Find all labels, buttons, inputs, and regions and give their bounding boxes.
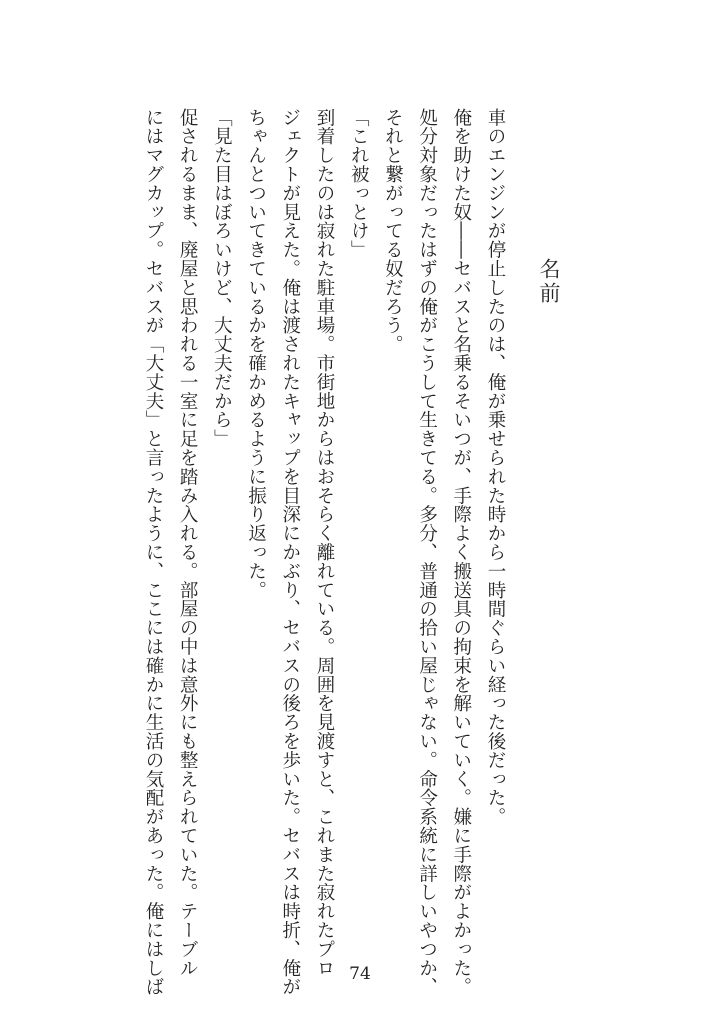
text-line: 「見た目はぼろいけど、大丈夫だから」 xyxy=(211,108,233,449)
text-line: それと繋がってる奴だろう。 xyxy=(382,108,404,354)
text-line: 「これ被っとけ」 xyxy=(348,108,370,260)
text-line: ジェクトが見えた。俺は渡されたキャップを目深にかぶり、セバスの後ろを歩いた。セバスは時折、俺が xyxy=(279,108,301,997)
chapter-title: 名前 xyxy=(537,258,561,306)
text-line: 俺を助けた奴――セバスと名乗るそいつが、手際よく搬送具の拘束を解いていく。嫌に手際がよかった。 xyxy=(450,108,472,997)
text-line: 促されるまま、廃屋と思われる一室に足を踏み入れる。部屋の中は意外にも整えられていた。テーブル xyxy=(177,108,199,978)
text-line: ちゃんとついてきているかを確かめるように振り返った。 xyxy=(245,108,267,600)
text-line: 到着したのは寂れた駐車場。市街地からはおそらく離れている。周囲を見渡すと、これまた寂れたプロ xyxy=(313,108,335,978)
page-number: 74 xyxy=(349,964,371,984)
text-line: 処分対象だったはずの俺がこうして生きてる。多分、普通の拾い屋じゃない。命令系統に詳しいやつか、 xyxy=(416,108,438,997)
text-line: にはマグカップ。セバスが「大丈夫」と言ったように、ここには確かに生活の気配があった。俺にはしば xyxy=(142,108,164,997)
text-line: 車のエンジンが停止したのは、俺が乗せられた時から一時間ぐらい経った後だった。 xyxy=(485,108,506,827)
